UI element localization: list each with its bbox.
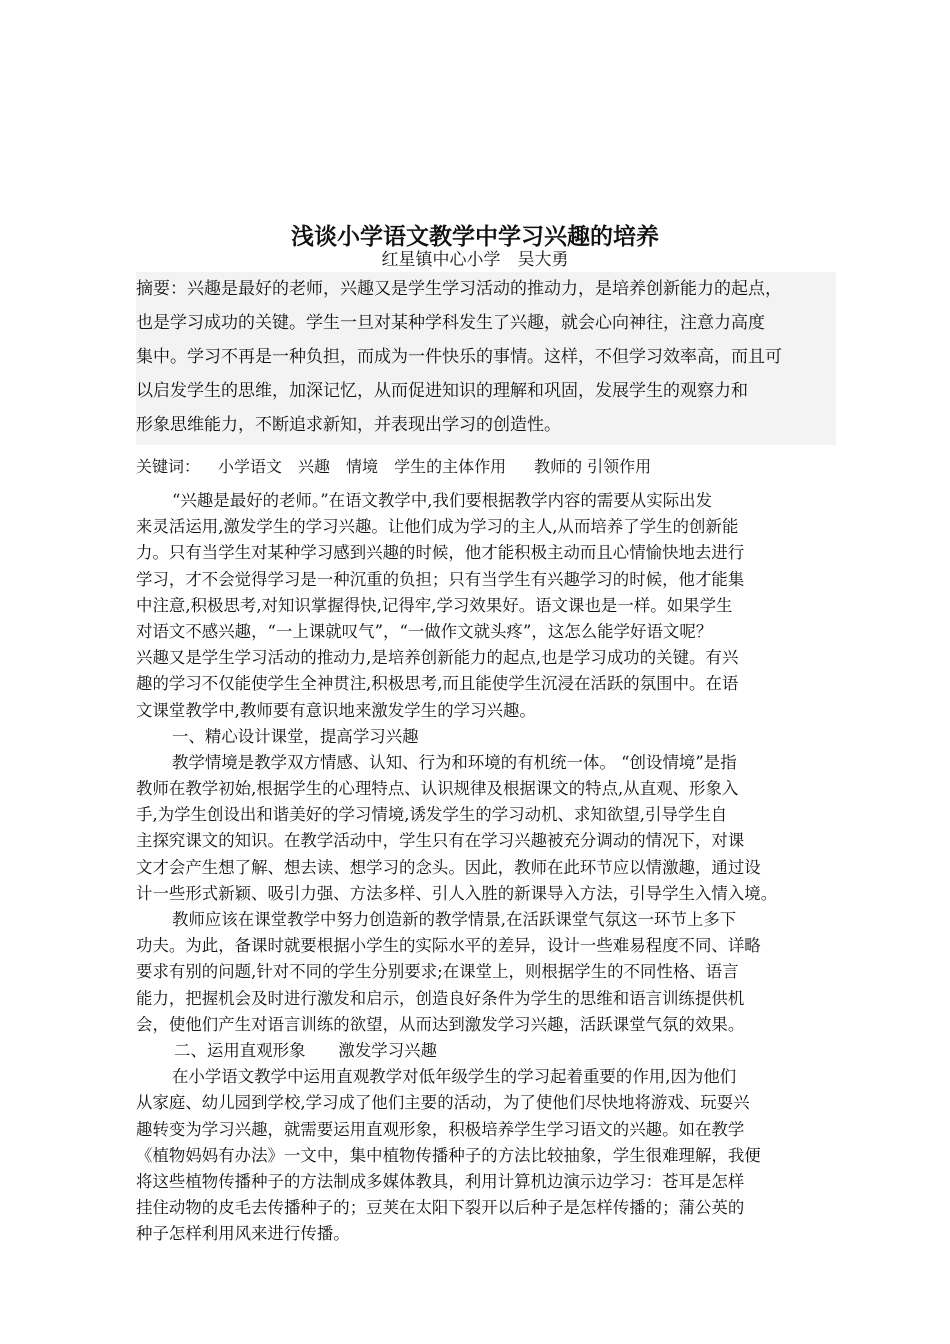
body-line: 教师在教学初始,根据学生的心理特点、认识规律及根据课文的特点,从直观、形象入 bbox=[136, 779, 739, 799]
keyword: 情境 bbox=[346, 457, 379, 476]
body-line: 会，使他们产生对语言训练的欲望，从而达到激发学习兴趣，活跃课堂气氛的效果。 bbox=[136, 1014, 745, 1034]
body-line: 教学情境是教学双方情感、认知、行为和环境的有机统一体。 “创设情境”是指 bbox=[172, 752, 737, 772]
abstract-line: 形象思维能力，不断追求新知，并表现出学习的创造性。 bbox=[136, 415, 561, 435]
body-line: 兴趣又是学生学习活动的推动力,是培养创新能力的起点,也是学习成功的关键。有兴 bbox=[136, 648, 739, 668]
body-line: 教师应该在课堂教学中努力创造新的教学情景,在活跃课堂气氛这一环节上多下 bbox=[172, 910, 737, 929]
body-line: 文课堂教学中,教师要有意识地来激发学生的学习兴趣。 bbox=[136, 700, 536, 720]
body-line: 将这些植物传播种子的方法制成多媒体教具，利用计算机边演示边学习：苍耳是怎样 bbox=[136, 1171, 745, 1191]
body-line: 计一些形式新颖、吸引力强、方法多样、引人入胜的新课导入方法，引导学生入情入境。 bbox=[136, 883, 778, 903]
keywords-label: 关键词： bbox=[136, 457, 201, 476]
body-line: 手,为学生创设出和谐美好的学习情境,诱发学生的学习动机、求知欲望,引导学生自 bbox=[136, 805, 728, 825]
body-line: 文才会产生想了解、想去读、想学习的念头。因此，教师在此环节应以情激趣，通过设 bbox=[136, 857, 761, 877]
body-line: 《植物妈妈有办法》一文中，集中植物传播种子的方法比较抽象，学生很难理解，我便 bbox=[136, 1145, 761, 1165]
body-line: 趣的学习不仅能使学生全神贯注,积极思考,而且能使学生沉浸在活跃的氛围中。在语 bbox=[136, 674, 739, 694]
abstract-block bbox=[136, 272, 836, 445]
keyword: 小学语文 bbox=[218, 457, 283, 476]
body-line: 主探究课文的知识。在教学活动中，学生只有在学习兴趣被充分调动的情况下，对课 bbox=[136, 831, 745, 851]
body-line: 来灵活运用,激发学生的学习兴趣。让他们成为学习的主人,从而培养了学生的创新能 bbox=[136, 517, 739, 537]
body-line: 一、精心设计课堂，提高学习兴趣 bbox=[172, 726, 419, 746]
body-line: 学习，才不会觉得学习是一种沉重的负担；只有当学生有兴趣学习的时候，他才能集 bbox=[136, 569, 745, 589]
abstract-line: 也是学习成功的关键。学生一旦对某种学科发生了兴趣，就会心向神往，注意力高度 bbox=[136, 313, 765, 333]
section-heading: 二、运用直观形象 激发学习兴趣 bbox=[174, 1040, 438, 1060]
page-title: 浅谈小学语文教学中学习兴趣的培养 bbox=[291, 223, 659, 250]
body-line: 要求有别的问题,针对不同的学生分别要求;在课堂上，则根据学生的不同性格、语言 bbox=[136, 962, 739, 982]
body-text bbox=[136, 488, 848, 1247]
abstract-line: 摘要：兴趣是最好的老师，兴趣又是学生学习活动的推动力，是培养创新能力的起点， bbox=[136, 279, 782, 299]
keywords-line bbox=[136, 455, 667, 479]
body-line: 种子怎样利用风来进行传播。 bbox=[136, 1224, 350, 1244]
body-line: 挂住动物的皮毛去传播种子的；豆荚在太阳下裂开以后种子是怎样传播的；蒲公英的 bbox=[136, 1198, 745, 1218]
body-line: 在小学语文教学中运用直观教学对低年级学生的学习起着重要的作用,因为他们 bbox=[172, 1067, 737, 1087]
keyword: 教师的 引领作用 bbox=[534, 457, 652, 476]
body-line: 力。只有当学生对某种学习感到兴趣的时候，他才能积极主动而且心情愉快地去进行 bbox=[136, 543, 745, 563]
author-line: 红星镇中心小学 吴大勇 bbox=[381, 250, 569, 270]
abstract-line: 集中。学习不再是一种负担，而成为一件快乐的事情。这样，不但学习效率高，而且可 bbox=[136, 347, 782, 367]
keyword: 兴趣 bbox=[298, 457, 331, 476]
abstract-line: 以启发学生的思维，加深记忆，从而促进知识的理解和巩固，发展学生的观察力和 bbox=[136, 381, 748, 401]
body-line: “兴趣是最好的老师。”在语文教学中,我们要根据教学内容的需要从实际出发 bbox=[172, 491, 713, 510]
body-line: 趣转变为学习兴趣，就需要运用直观形象，积极培养学生学习语文的兴趣。如在教学 bbox=[136, 1119, 745, 1139]
body-line: 能力，把握机会及时进行激发和启示，创造良好条件为学生的思维和语言训练提供机 bbox=[136, 988, 745, 1008]
body-line: 中注意,积极思考,对知识掌握得快,记得牢,学习效果好。语文课也是一样。如果学生 bbox=[136, 595, 733, 615]
body-line: 对语文不感兴趣，“一上课就叹气”，“一做作文就头疼”，这怎么能学好语文呢？ bbox=[136, 621, 713, 641]
keyword: 学生的主体作用 bbox=[394, 457, 507, 476]
body-line: 从家庭、幼儿园到学校,学习成了他们主要的活动，为了使他们尽快地将游戏、玩耍兴 bbox=[136, 1093, 750, 1113]
body-line: 功夫。为此，备课时就要根据小学生的实际水平的差异，设计一些难易程度不同、详略 bbox=[136, 936, 761, 956]
